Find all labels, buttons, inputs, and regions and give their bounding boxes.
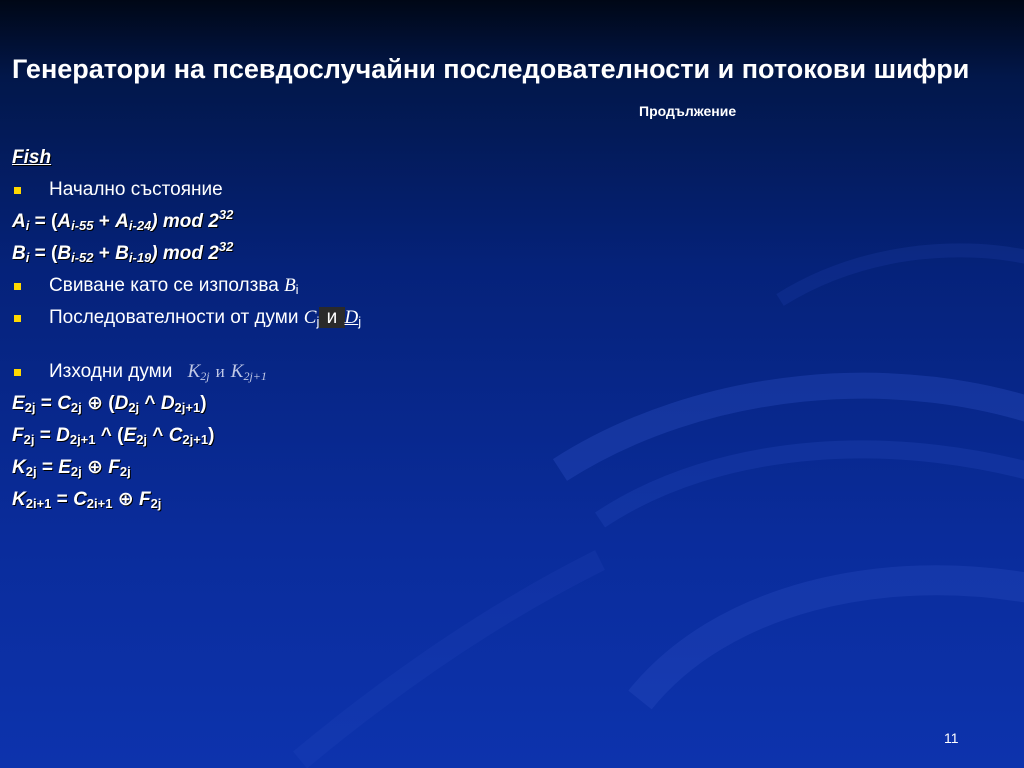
formula-a-plus: +: [93, 211, 116, 232]
bullet-initial-state: [12, 174, 972, 206]
var-d: D: [344, 307, 359, 328]
formula-k-term2-sub: 2j: [119, 464, 131, 479]
bullet-square-icon: [14, 315, 21, 322]
formula-f-term3: C: [168, 425, 183, 446]
formula-f: [12, 420, 972, 452]
formula-e-term2: D: [114, 393, 129, 414]
formula-e-term2-sub: 2j: [128, 400, 140, 415]
formula-k1-term1: C: [73, 489, 87, 510]
formula-e-term3: D: [160, 393, 175, 414]
formula-b-lhs: B: [12, 243, 26, 264]
var-d-sub: j: [358, 314, 362, 329]
var-k2j1: [231, 361, 267, 382]
bullet-text: Начално състояние: [49, 179, 223, 200]
bullet-text: Свиване като се използва: [49, 275, 285, 296]
formula-b-term1: B: [57, 243, 72, 264]
bullet-text: Изходни думи: [49, 361, 173, 382]
formula-b-term2-sub: i-19: [128, 250, 152, 265]
var-b-sub: i: [295, 282, 299, 297]
formula-f-term1-sub: 2j+1: [69, 432, 96, 447]
formula-a-mod: ) mod 2: [151, 211, 219, 232]
bullet-text: Последователности от думи: [49, 307, 304, 328]
bullet-square-icon: [14, 187, 21, 194]
formula-b-eq: = (: [29, 243, 58, 264]
formula-k1-lhs: K: [12, 489, 26, 510]
formula-b-exp: 32: [218, 239, 234, 254]
bullet-output-words: [12, 356, 972, 388]
var-k2j: [188, 361, 210, 382]
formula-e-lhs: E: [12, 393, 25, 414]
formula-k1: [12, 484, 972, 516]
formula-k-lhs-sub: 2j: [25, 464, 37, 479]
formula-f-term2: E: [123, 425, 137, 446]
section-heading: Fish: [12, 147, 52, 168]
bullet-shrinking: [12, 270, 972, 302]
formula-f-op: ^ (: [95, 425, 124, 446]
formula-a-term2: A: [115, 211, 129, 232]
formula-b-term2: B: [115, 243, 129, 264]
formula-f-eq: =: [34, 425, 57, 446]
formula-a-term2-sub: i-24: [128, 218, 152, 233]
formula-e-close: ): [200, 393, 207, 414]
formula-k1-term2: F: [138, 489, 151, 510]
formula-a-lhs-sub: i: [25, 218, 30, 233]
formula-k1-lhs-sub: 2i+1: [25, 496, 52, 511]
var-k2j-base: K: [187, 361, 201, 382]
formula-k-lhs: K: [12, 457, 26, 478]
formula-k-op: ⊕: [81, 457, 109, 478]
formula-a-term1-sub: i-55: [71, 218, 94, 233]
formula-k1-term1-sub: 2i+1: [86, 496, 113, 511]
formula-e-term3-sub: 2j+1: [174, 400, 201, 415]
formula-f-term2-sub: 2j: [136, 432, 148, 447]
formula-k-term1: E: [58, 457, 71, 478]
formula-f-close: ): [208, 425, 215, 446]
bullet-square-icon: [14, 369, 21, 376]
formula-k1-op: ⊕: [112, 489, 139, 510]
formula-a: [12, 206, 972, 238]
formula-f-term1: D: [56, 425, 70, 446]
formula-e-eq: =: [35, 393, 58, 414]
formula-k-eq: =: [36, 457, 59, 478]
continuation-note: Продължение: [639, 103, 737, 119]
formula-b: [12, 238, 972, 270]
page-number: 11: [944, 730, 959, 746]
formula-b-lhs-sub: i: [25, 250, 30, 265]
formula-e-lhs-sub: 2j: [24, 400, 36, 415]
formula-a-eq: = (: [29, 211, 58, 232]
formula-f-term3-sub: 2j+1: [182, 432, 209, 447]
formula-e-op2: ^: [139, 393, 161, 414]
and-connector: и: [321, 307, 343, 328]
formula-k-term1-sub: 2j: [70, 464, 82, 479]
var-k2j1-sub: 2j+1: [243, 369, 267, 383]
formula-a-term1: A: [57, 211, 72, 232]
formula-e-op: ⊕ (: [81, 393, 115, 414]
formula-b-term1-sub: i-52: [71, 250, 94, 265]
formula-k-term2: F: [108, 457, 120, 478]
formula-e-term1: C: [57, 393, 71, 414]
slide-content: [12, 142, 972, 516]
formula-k1-term2-sub: 2j: [150, 496, 162, 511]
formula-a-exp: 32: [218, 207, 234, 222]
formula-f-op2: ^: [147, 425, 169, 446]
var-c: C: [303, 307, 317, 328]
slide-title: Генератори на псевдослучайни последователности и потокови шифри: [12, 54, 970, 84]
var-k2j1-base: K: [230, 361, 244, 382]
var-b: B: [284, 275, 296, 296]
bullet-sequences: [12, 302, 972, 334]
formula-k1-eq: =: [51, 489, 74, 510]
formula-b-mod: ) mod 2: [151, 243, 219, 264]
formula-f-lhs: F: [12, 425, 24, 446]
formula-e: [12, 388, 972, 420]
bullet-square-icon: [14, 283, 21, 290]
var-c-sub: j: [316, 314, 320, 329]
output-and: и: [215, 362, 225, 381]
formula-e-term1-sub: 2j: [70, 400, 82, 415]
formula-f-lhs-sub: 2j: [23, 432, 35, 447]
formula-a-lhs: A: [12, 211, 26, 232]
formula-b-plus: +: [93, 243, 116, 264]
var-k2j-sub: 2j: [200, 369, 210, 383]
formula-k: [12, 452, 972, 484]
